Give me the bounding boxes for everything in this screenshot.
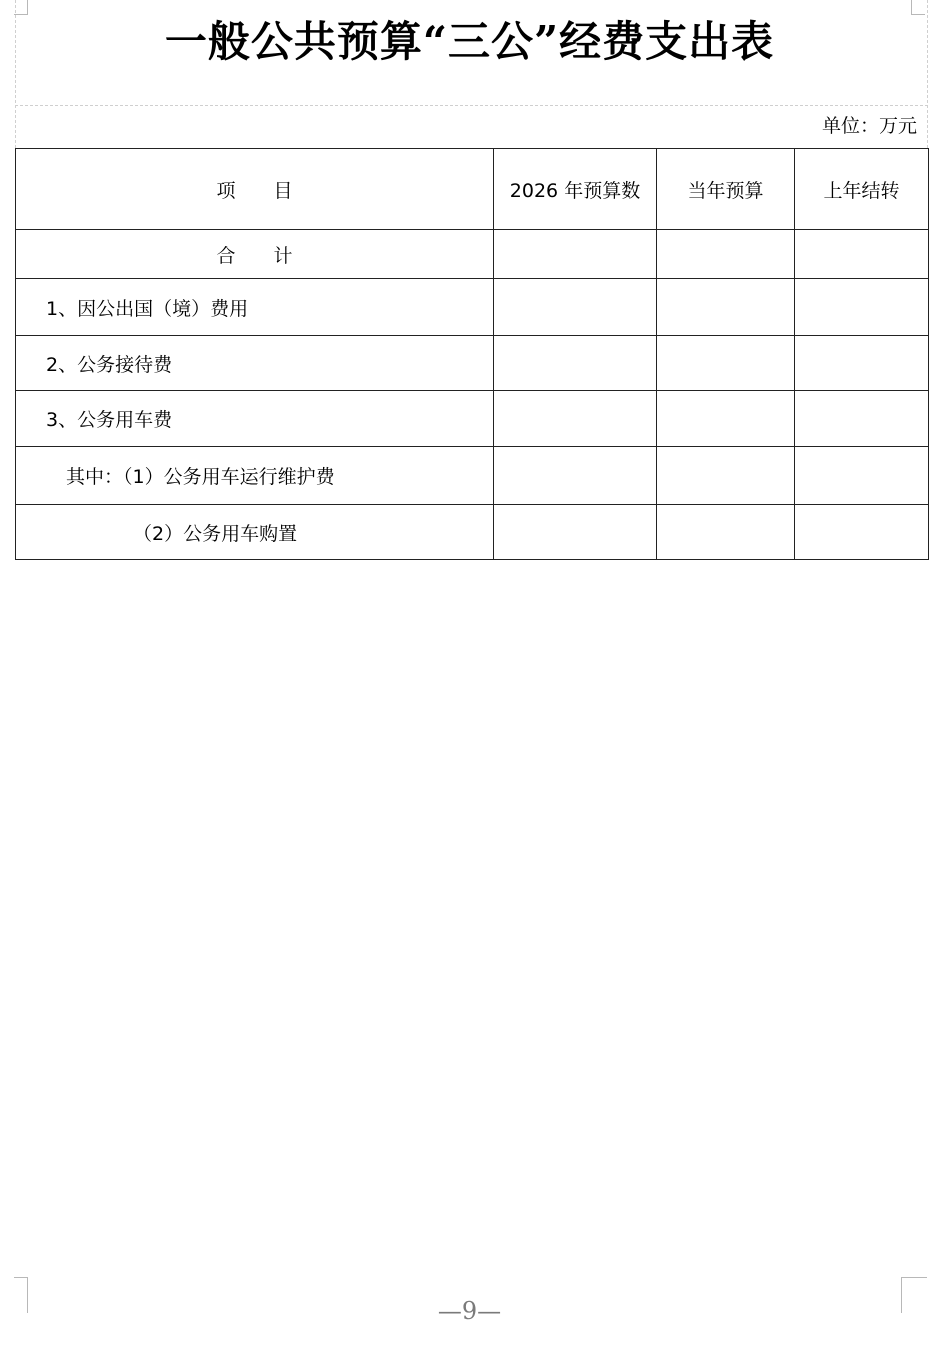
table-row [16,279,929,336]
budget-total-cell [494,230,657,279]
table-row [16,447,929,505]
carry-over-cell [795,230,929,279]
crop-mark-top-left [27,0,28,14]
row-label-cell [16,230,494,279]
crop-mark-bottom-right-h [901,1277,927,1278]
budget-total-cell [494,336,657,391]
row-label-cell [16,505,494,560]
row-label: 其中：（1）公务用车运行维护费 [66,466,335,488]
carry-over-cell [795,505,929,560]
row-label: 3、公务用车费 [46,409,173,431]
page-number: —9— [437,1297,502,1325]
row-label: 2、公务接待费 [46,353,173,376]
unit-label: 单位：万元 [821,115,917,137]
table-header-row [16,149,929,230]
header-carry-over: 上年结转 [795,149,929,230]
carry-over-cell [795,279,929,336]
current-year-cell [657,230,795,279]
header-current-year: 当年预算 [657,149,795,230]
current-year-cell [657,447,795,505]
row-label-cell [16,279,494,336]
carry-over-cell [795,391,929,447]
row-label: （2）公务用车购置 [133,522,298,545]
crop-mark-top-right [911,0,912,14]
budget-total-cell [494,391,657,447]
row-label-cell [16,336,494,391]
carry-over-cell [795,336,929,391]
table-row-total [16,230,929,279]
header-item [16,149,494,230]
crop-mark-bottom-left-h [14,1277,28,1278]
current-year-cell [657,391,795,447]
budget-total-cell [494,447,657,505]
row-label-cell [16,391,494,447]
table-row [16,505,929,560]
budget-table [15,148,929,560]
carry-over-cell [795,447,929,505]
row-label: 合 计 [216,244,293,267]
table-row [16,336,929,391]
current-year-cell [657,505,795,560]
page-title: 一般公共预算“三公”经费支出表 [164,17,775,66]
current-year-cell [657,279,795,336]
current-year-cell [657,336,795,391]
row-label: 1、因公出国（境）费用 [46,297,249,320]
header-guide-line [15,105,928,106]
budget-total-cell [494,279,657,336]
header-budget-total: 2026 年预算数 [494,149,657,230]
row-label-cell [16,447,494,505]
budget-total-cell [494,505,657,560]
header-item-label: 项 目 [216,179,293,202]
table-row [16,391,929,447]
